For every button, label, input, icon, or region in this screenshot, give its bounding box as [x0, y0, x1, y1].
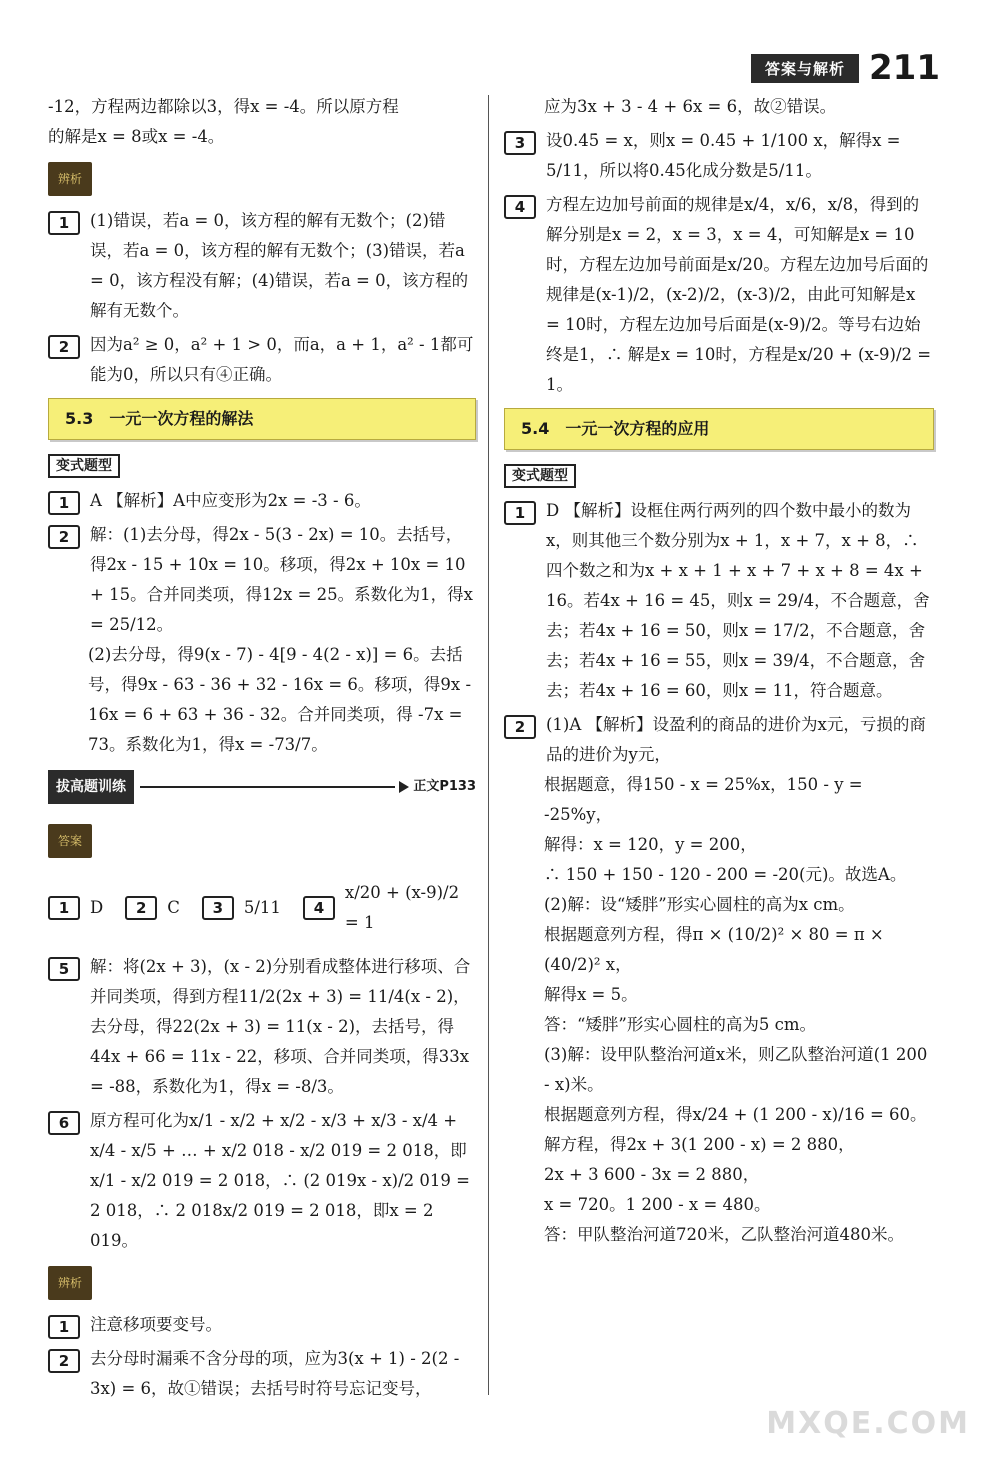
list-item — [48, 1310, 476, 1340]
arrow-right-icon — [399, 781, 409, 793]
item-number: 1 — [48, 896, 80, 920]
solution-line: 根据题意，得150 - x = 25%x，150 - y = -25%y， — [544, 775, 863, 824]
page-header — [751, 48, 940, 88]
list-item — [48, 520, 476, 640]
solution-line: 解得x = 5。 — [544, 985, 638, 1004]
watermark: MXQE.COM — [766, 1406, 970, 1441]
subsection-tag: 变式题型 — [48, 454, 120, 478]
list-item — [48, 1344, 476, 1404]
answer-item — [202, 893, 281, 923]
list-item — [504, 190, 934, 400]
tag-analysis-2: 辨析 — [48, 1266, 92, 1300]
solution-line: (3)解：设甲队整治河道x米，则乙队整治河道(1 200 - x)米。 — [544, 1045, 928, 1094]
item-text: (1)A 【解析】设盈利的商品的进价为x元，亏损的商品的进价为y元， — [546, 715, 926, 764]
answer-item — [48, 893, 103, 923]
item-number: 2 — [125, 896, 157, 920]
item-text: 去分母时漏乘不含分母的项，应为3(x + 1) - 2(2 - 3x) = 6，故①错误；去括号时符号忘记变号， — [90, 1349, 460, 1398]
intro-line-2: 的解是x = 8或x = -4。 — [48, 127, 225, 146]
page-number: 211 — [869, 48, 940, 88]
item-number: 3 — [504, 131, 536, 155]
item-number: 3 — [202, 896, 234, 920]
answer-value: x/20 + (x-9)/2 = 1 — [344, 883, 460, 932]
item-number: 1 — [48, 491, 80, 515]
solution-line: ∴ 150 + 150 - 120 - 200 = -20(元)。故选A。 — [544, 865, 907, 884]
answer-value: C — [167, 898, 180, 917]
item-number: 1 — [504, 501, 536, 525]
item-text: 解：将(2x + 3)，(x - 2)分别看成整体进行移项、合并同类项，得到方程11/2(2x + 3) = 11/4(x - 2)，去分母，得22(2x + 3) = 11(x - 2)，去括号，得44x + 66 = 11x - 22，移项、合并同类项，得33x = -88，系数化为1，得x = -8/3。 — [90, 957, 471, 1096]
item-text: 解：(1)去分母，得2x - 5(3 - 2x) = 10。去括号，得2x - 15 + 10x = 10。移项，得2x + 10x = 10 + 15。合并同类项，得12x = 25。系数化为1，得x = 25/12。 — [90, 525, 473, 634]
list-item — [504, 126, 934, 186]
answer-value: D — [90, 898, 104, 917]
item-number: 1 — [48, 211, 80, 235]
bar-reference: 正文P133 — [413, 779, 476, 794]
answer-row — [48, 878, 476, 938]
item-text: (1)错误，若a = 0，该方程的解有无数个；(2)错误，若a = 0，该方程的解有无数个；(3)错误，若a = 0，该方程没有解；(4)错误，若a = 0，该方程的解有无数个。 — [90, 211, 469, 320]
list-item — [48, 206, 476, 326]
section-heading: 5.4 一元一次方程的应用 — [504, 408, 934, 450]
item-text: D 【解析】设框住两行两列的四个数中最小的数为x，则其他三个数分别为x + 1，x + 7，x + 8，∴ 四个数之和为x + x + 1 + x + 7 + x + 8 = 4x + 16。若4x + 16 = 45，则x = 29/4，不合题意，舍去；若4x + 16 = 50，则x = 17/2，不合题意，舍去；若4x + 16 = 55，则x = 39/4，不合题意，舍去；若4x + 16 = 60，则x = 11，符合题意。 — [546, 501, 930, 700]
list-item — [48, 952, 476, 1102]
item-number: 5 — [48, 957, 80, 981]
solution-line: 2x + 3 600 - 3x = 2 880， — [544, 1165, 760, 1184]
subsection-tag: 变式题型 — [504, 464, 576, 488]
list-item — [48, 330, 476, 390]
list-item — [48, 1106, 476, 1256]
section-bar — [48, 770, 476, 804]
list-item — [48, 486, 476, 516]
intro-line-1: -12，方程两边都除以3，得x = -4。所以原方程 — [48, 97, 399, 116]
item-number: 2 — [504, 715, 536, 739]
tag-analysis: 辨析 — [48, 162, 92, 196]
item-continuation: (2)去分母，得9(x - 7) - 4[9 - 4(2 - x)] = 6。去括号，得9x - 63 - 36 + 32 - 16x = 6。移项，得9x - 16x = 6 + 63 + 36 - 32。合并同类项，得 -7x = 73。系数化为1，得x = -73/7。 — [88, 645, 472, 754]
left-column — [48, 92, 476, 1404]
item-number: 6 — [48, 1111, 80, 1135]
item-text: 设0.4̇5̇ = x，则x = 0.45 + 1/100 x，解得x = 5/11，所以将0.4̇5̇化成分数是5/11。 — [546, 131, 901, 180]
answer-item — [303, 878, 476, 938]
item-number: 2 — [48, 525, 80, 549]
tag-answers: 答案 — [48, 824, 92, 858]
bar-label: 拔高题训练 — [48, 770, 134, 804]
solution-line: 根据题意列方程，得π × (10/2)² × 80 = π × (40/2)² x， — [544, 925, 884, 974]
item-number: 2 — [48, 1349, 80, 1373]
solution-line: x = 720。1 200 - x = 480。 — [544, 1195, 771, 1214]
section-heading: 5.3 一元一次方程的解法 — [48, 398, 476, 440]
answer-value: 5/11 — [243, 898, 281, 917]
solution-line: 根据题意列方程，得x/24 + (1 200 - x)/16 = 60。 — [544, 1105, 927, 1124]
item-text: 方程左边加号前面的规律是x/4，x/6，x/8，得到的解分别是x = 2，x = 3，x = 4，可知解是x = 10时，方程左边加号前面是x/20。方程左边加号后面的规律是(x-1)/2，(x-2)/2，(x-3)/2，由此可知解是x = 10时，方程左边加号后面是(x-9)/2。等号右边始终是1，∴ 解是x = 10时，方程是x/20 + (x-9)/2 = 1。 — [546, 195, 932, 394]
solution-line: (2)解：设“矮胖”形实心圆柱的高为x cm。 — [544, 895, 855, 914]
answer-item — [125, 893, 180, 923]
item-number: 1 — [48, 1315, 80, 1339]
solution-lines — [504, 770, 934, 1250]
item-number: 4 — [504, 195, 536, 219]
list-item — [504, 496, 934, 706]
solution-line: 答：“矮胖”形实心圆柱的高为5 cm。 — [544, 1015, 817, 1034]
item-number: 4 — [303, 896, 335, 920]
bar-line — [140, 786, 395, 788]
item-text: 注意移项要变号。 — [90, 1315, 222, 1334]
item-text: 因为a² ≥ 0，a² + 1 > 0，而a，a + 1，a² - 1都可能为0，所以只有④正确。 — [90, 335, 474, 384]
solution-line: 答：甲队整治河道720米，乙队整治河道480米。 — [544, 1225, 904, 1244]
solution-line: 解得：x = 120，y = 200， — [544, 835, 757, 854]
item-number: 2 — [48, 335, 80, 359]
header-tab: 答案与解析 — [751, 54, 859, 83]
item-text: A 【解析】A中应变形为2x = -3 - 6。 — [90, 491, 371, 510]
solution-line: 解方程，得2x + 3(1 200 - x) = 2 880， — [544, 1135, 855, 1154]
right-column — [504, 92, 934, 1250]
column-divider — [488, 95, 489, 1395]
intro-line: 应为3x + 3 - 4 + 6x = 6，故②错误。 — [544, 97, 837, 116]
item-text: 原方程可化为x/1 - x/2 + x/2 - x/3 + x/3 - x/4 + x/4 - x/5 + … + x/2 018 - x/2 019 = 2 018，即x/1 - x/2 019 = 2 018，∴ (2 019x - x)/2 019 = 2 018，∴ 2 018x/2 019 = 2 018，即x = 2 019。 — [90, 1111, 470, 1250]
list-item — [504, 710, 934, 770]
